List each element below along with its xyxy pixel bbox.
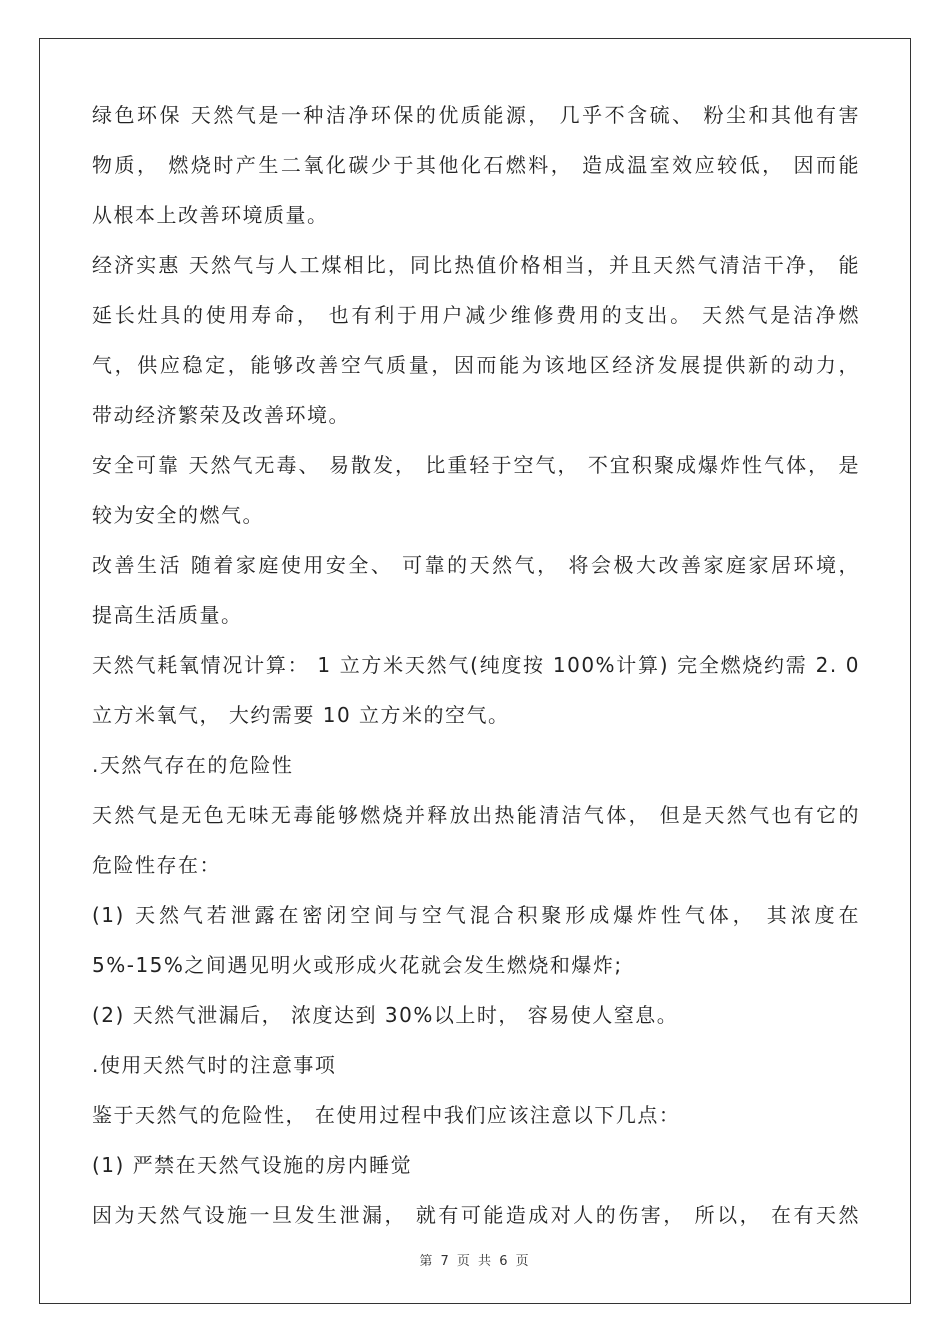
text-line: 较为安全的燃气。 <box>92 503 264 527</box>
text-line: 安全可靠 天然气无毒、 易散发， 比重轻于空气， 不宜积聚成爆炸性气体， 是 <box>92 453 860 477</box>
text-line: 天然气是无色无味无毒能够燃烧并释放出热能清洁气体， 但是天然气也有它的 <box>92 803 860 827</box>
text-line: 5%-15%之间遇见明火或形成火花就会发生燃烧和爆炸; <box>92 953 623 977</box>
text-line: (1) 严禁在天然气设施的房内睡觉 <box>92 1153 413 1177</box>
text-line: 延长灶具的使用寿命， 也有利于用户减少维修费用的支出。 天然气是洁净燃 <box>92 303 860 327</box>
text-line: (2) 天然气泄漏后， 浓度达到 30%以上时， 容易使人窒息。 <box>92 1003 679 1027</box>
text-line: (1) 天然气若泄露在密闭空间与空气混合积聚形成爆炸性气体， 其浓度在 <box>92 903 860 927</box>
text-line: 天然气耗氧情况计算： 1 立方米天然气(纯度按 100%计算) 完全燃烧约需 2. 0 <box>92 653 860 677</box>
page-footer: 第 7 页 共 6 页 <box>419 1254 531 1269</box>
text-line: .使用天然气时的注意事项 <box>92 1053 337 1077</box>
text-line: 危险性存在： <box>92 853 221 877</box>
text-line: 改善生活 随着家庭使用安全、 可靠的天然气， 将会极大改善家庭家居环境， <box>92 553 860 577</box>
text-line: 立方米氧气， 大约需要 10 立方米的空气。 <box>92 703 510 727</box>
text-line: 带动经济繁荣及改善环境。 <box>92 403 350 427</box>
text-line: 从根本上改善环境质量。 <box>92 203 329 227</box>
text-line: 气，供应稳定，能够改善空气质量，因而能为该地区经济发展提供新的动力， <box>92 353 860 377</box>
text-line: 提高生活质量。 <box>92 603 243 627</box>
text-line: 鉴于天然气的危险性， 在使用过程中我们应该注意以下几点： <box>92 1103 681 1127</box>
text-line: 经济实惠 天然气与人工煤相比，同比热值价格相当，并且天然气清洁干净， 能 <box>92 253 860 277</box>
text-line: 物质， 燃烧时产生二氧化碳少于其他化石燃料， 造成温室效应较低， 因而能 <box>92 153 860 177</box>
text-line: 绿色环保 天然气是一种洁净环保的优质能源， 几乎不含硫、 粉尘和其他有害 <box>92 103 860 127</box>
text-line: .天然气存在的危险性 <box>92 753 294 777</box>
text-line: 因为天然气设施一旦发生泄漏， 就有可能造成对人的伤害， 所以， 在有天然 <box>92 1203 860 1227</box>
document-body <box>92 90 860 1240</box>
